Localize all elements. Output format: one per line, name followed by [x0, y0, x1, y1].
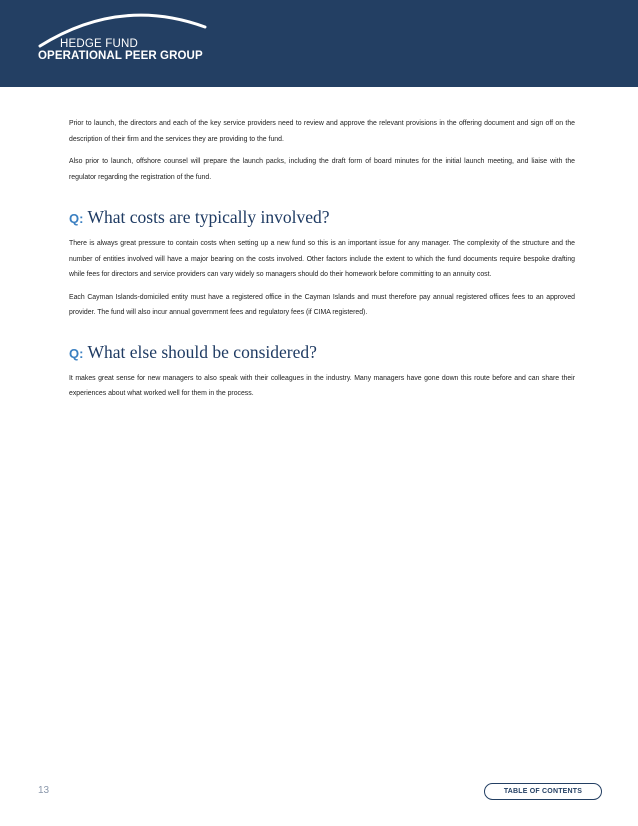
intro-paragraph-1: Prior to launch, the directors and each of the key service providers need to review and approve the relevant provisions in the offering document and sign off on the description of their firm and the services they are providing to the fund. [69, 120, 575, 143]
logo-text-peer-group: OPERATIONAL PEER GROUP [38, 50, 203, 62]
costs-paragraph-1: There is always great pressure to contain costs when setting up a new fund so this is an important issue for any manager. The complexity of the structure and the number of entities involved will have a major bearing on the costs involved. Other factors include the extent to which the fund documents require bespoke drafting while fees for directors and service providers can vary widely so managers should do their homework before committing to an annuity cost. [69, 240, 575, 278]
table-of-contents-button[interactable]: TABLE OF CONTENTS [484, 783, 602, 800]
question-label: Q: [69, 345, 84, 361]
page-number: 13 [38, 785, 50, 796]
considerations-paragraph-1: It makes great sense for new managers to also speak with their colleagues in the industry. Many managers have gone down this route before and can share their experiences about what worked well for them in the process. [69, 374, 575, 397]
intro-paragraph-2: Also prior to launch, offshore counsel will prepare the launch packs, including the draft form of board minutes for the initial launch meeting, and liaise with the regulator regarding the registration of the fund. [69, 158, 575, 181]
question-heading-costs [69, 207, 575, 229]
question-heading-considerations [69, 342, 575, 364]
main-content [69, 116, 575, 402]
costs-paragraph-2: Each Cayman Islands-domiciled entity must have a registered office in the Cayman Islands and must therefore pay annual registered offices fees to an approved provider. The fund will also incur annual government fees and regulatory fees (if CIMA registered). [69, 293, 575, 316]
logo-text-hedge-fund: HEDGE FUND [60, 38, 139, 50]
page-header [0, 0, 638, 87]
question-text: What else should be considered? [83, 341, 317, 362]
question-label: Q: [69, 211, 84, 226]
question-text: What costs are typically involved? [83, 207, 330, 227]
